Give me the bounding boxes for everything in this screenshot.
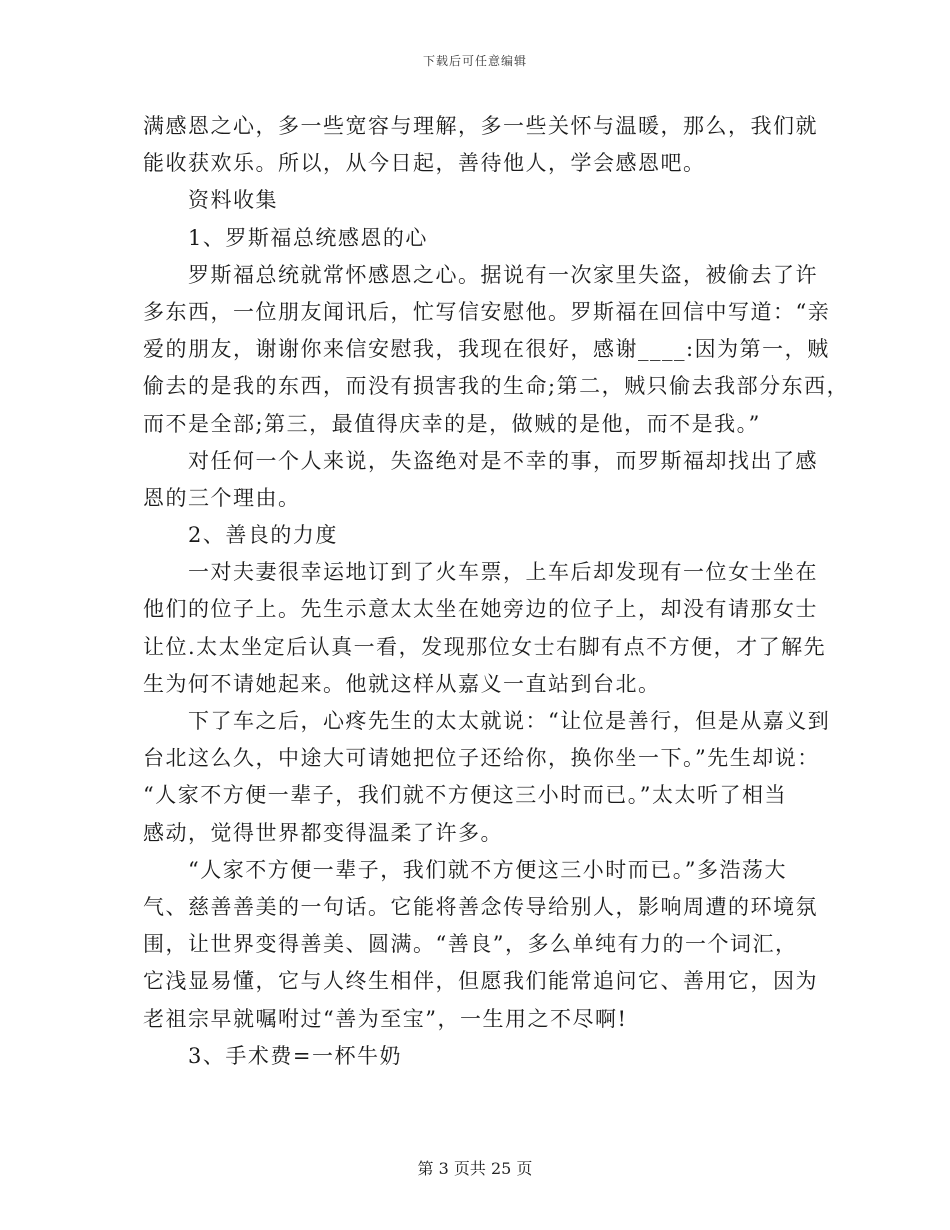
text-line: 他们的位子上。先生示意太太坐在她旁边的位子上，却没有请那女士: [143, 597, 818, 622]
text-line: 老祖宗早就嘱咐过“善为至宝”，一生用之不尽啊!: [143, 1006, 628, 1031]
text-line: 台北这么久，中途大可请她把位子还给你，换你坐一下。”先生却说：: [143, 746, 820, 771]
text-line: 多东西，一位朋友闻讯后，忙写信安慰他。罗斯福在回信中写道：“亲: [143, 299, 831, 324]
text-line: 满感恩之心，多一些宽容与理解，多一些关怀与温暖，那么，我们就: [143, 114, 818, 138]
text-line: 1、罗斯福总统感恩的心: [188, 225, 428, 250]
text-line: 生为何不请她起来。他就这样从嘉义一直站到台北。: [143, 671, 661, 696]
page-header: 下载后可任意编辑: [422, 54, 527, 68]
text-line: 偷去的是我的东西，而没有损害我的生命;第二，贼只偷去我部分东西，: [143, 374, 850, 399]
page-footer: 第 3 页共 25 页: [417, 1159, 533, 1178]
text-line: 让位.太太坐定后认真一看，发现那位女士右脚有点不方便，才了解先: [143, 634, 827, 659]
text-line: 2、善良的力度: [188, 523, 338, 548]
text-line: 爱的朋友，谢谢你来信安慰我，我现在很好，感谢____:因为第一，贼: [143, 337, 830, 362]
document-body: [143, 108, 850, 1075]
text-line: 气、慈善善美的一句话。它能将善念传导给别人，影响周遭的环境氛: [143, 894, 818, 919]
text-line: 围，让世界变得善美、圆满。“善良”，多么单纯有力的一个词汇，: [143, 932, 798, 957]
text-line: 而不是全部;第三，最值得庆幸的是，做贼的是他，而不是我。”: [143, 411, 761, 436]
text-line: 它浅显易懂，它与人终生相伴，但愿我们能常追问它、善用它，因为: [143, 969, 818, 994]
text-line: 一对夫妻很幸运地订到了火车票，上车后却发现有一位女士坐在: [188, 560, 818, 585]
text-line: 3、手术费=一杯牛奶: [188, 1043, 402, 1068]
text-line: 罗斯福总统就常怀感恩之心。据说有一次家里失盗，被偷去了许: [188, 262, 818, 287]
text-line: 资料收集: [188, 188, 278, 213]
text-line: “人家不方便一辈子，我们就不方便这三小时而已。”多浩荡大: [188, 857, 787, 882]
text-line: 下了车之后，心疼先生的太太就说：“让位是善行，但是从嘉义到: [188, 709, 831, 733]
text-line: 对任何一个人来说，失盗绝对是不幸的事，而罗斯福却找出了感: [188, 448, 818, 473]
text-line: 能收获欢乐。所以，从今日起，善待他人，学会感恩吧。: [143, 151, 706, 176]
text-line: “人家不方便一辈子，我们就不方便这三小时而已。”太太听了相当: [143, 783, 787, 808]
text-line: 感动，觉得世界都变得温柔了许多。: [143, 820, 503, 845]
text-line: 恩的三个理由。: [143, 485, 301, 510]
